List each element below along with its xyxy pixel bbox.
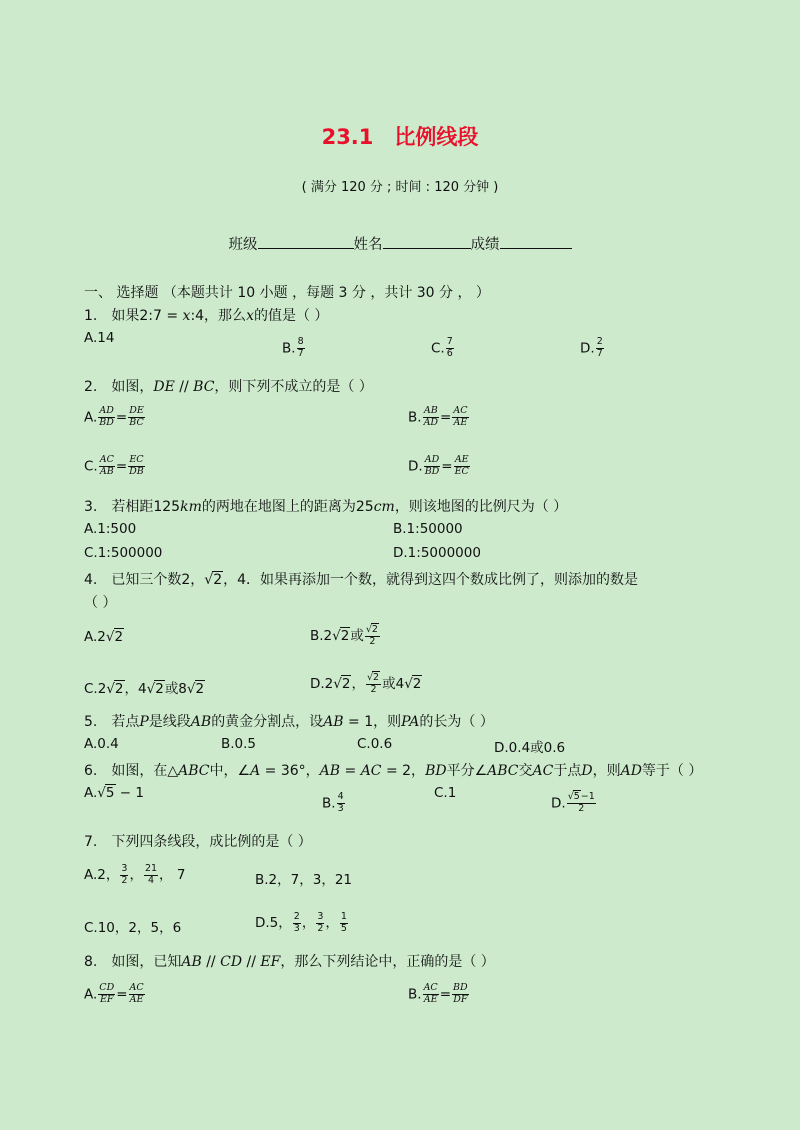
question-3-option-c[interactable]: C.1:500000 [84, 545, 163, 561]
question-2-option-d[interactable]: D. $\frac{AD}{BD}$ = $\frac{AE}{EC}$ [408, 454, 469, 477]
question-4-stem: 4. 已知三个数2，√2，4．如果再添加一个数，就得到这四个数成比例了，则添加的数是 [84, 572, 639, 588]
question-3-option-b[interactable]: B.1:50000 [393, 521, 463, 537]
question-8-option-a[interactable]: A. $\frac{CD}{EF}$ = $\frac{AC}{AE}$ [84, 982, 144, 1005]
question-6-option-c[interactable]: C.1 [434, 785, 457, 801]
question-4-option-b[interactable]: B.2√2或 $\frac{√2}{2}$ [310, 623, 378, 647]
question-2-option-c[interactable]: C. $\frac{AC}{AB}$ = $\frac{EC}{DB}$ [84, 454, 144, 477]
name-blank [383, 234, 471, 249]
question-4-option-c[interactable]: C.2√2，4√2或8√2 [84, 681, 205, 697]
question-1-stem: 1. 如果2:7 = x:4，那么x的值是（ ） [84, 308, 329, 324]
question-1-option-a[interactable]: A.14 [84, 330, 115, 346]
page-title: 23.1 比例线段 [321, 125, 479, 149]
question-3-stem: 3. 若相距125km的两地在地图上的距离为25cm，则该地图的比例尺为（ ） [84, 499, 568, 515]
question-6-option-a[interactable]: A.√5 − 1 [84, 785, 144, 801]
class-label: 班级 [228, 237, 258, 253]
question-1-option-c[interactable]: C. $\frac{7}{6}$ [431, 336, 453, 359]
class-blank [258, 234, 354, 249]
question-1-option-d[interactable]: D. $\frac{2}{7}$ [580, 336, 603, 359]
score-label: 成绩 [470, 237, 500, 253]
question-8-stem: 8. 如图，已知AB // CD // EF，那么下列结论中，正确的是（ ） [84, 954, 495, 970]
question-3-option-d[interactable]: D.1:5000000 [393, 545, 481, 561]
question-7-stem: 7. 下列四条线段，成比例的是（ ） [84, 834, 312, 850]
question-5-option-a[interactable]: A.0.4 [84, 736, 119, 752]
question-8-option-b[interactable]: B. $\frac{AC}{AE}$ = $\frac{BD}{DF}$ [408, 982, 468, 1005]
question-6-stem: 6. 如图，在△ABC中，∠A = 36°，AB = AC = 2，BD平分∠ABC交AC于点D，则AD等于（ ） [84, 763, 703, 779]
student-info-line [0, 233, 800, 254]
question-3-option-a[interactable]: A.1:500 [84, 521, 137, 537]
question-6-option-b[interactable]: B. $\frac{4}{3}$ [322, 791, 344, 814]
question-4-option-d[interactable]: D.2√2， $\frac{√2}{2}$ 或4√2 [310, 671, 422, 695]
question-7-option-d[interactable]: D.5， $\frac{2}{3}$ ， $\frac{3}{2}$ ， $\frac{1}{5}$ [255, 910, 347, 934]
question-2-option-a[interactable]: A. $\frac{AD}{BD}$ = $\frac{DE}{BC}$ [84, 405, 144, 428]
section-heading: 一、 选择题 （本题共计 10 小题 ，每题 3 分 ，共计 30 分 ， ） [84, 285, 490, 301]
question-2-option-b[interactable]: B. $\frac{AB}{AD}$ = $\frac{AC}{AE}$ [408, 405, 468, 428]
question-5-option-d[interactable]: D.0.4或0.6 [494, 740, 566, 756]
question-5-stem: 5. 若点P是线段AB的黄金分割点，设AB = 1，则PA的长为（ ） [84, 714, 494, 730]
question-5-option-b[interactable]: B.0.5 [221, 736, 257, 752]
question-7-option-a[interactable]: A.2， $\frac{3}{2}$ ， $\frac{21}{4}$ ， 7 [84, 862, 186, 886]
name-label: 姓名 [353, 237, 383, 253]
score-blank [500, 234, 572, 249]
exam-subtitle: ( 满分 120 分 ; 时间 : 120 分钟 ) [301, 180, 499, 195]
question-7-option-c[interactable]: C.10，2，5，6 [84, 920, 182, 936]
question-2-stem: 2. 如图，DE // BC，则下列不成立的是（ ） [84, 379, 373, 395]
question-4-option-a[interactable]: A.2√2 [84, 629, 124, 645]
question-6-option-d[interactable]: D. $\frac{√5-1}{2}$ [551, 791, 595, 814]
question-7-option-b[interactable]: B.2，7，3，21 [255, 872, 352, 888]
question-1-option-b[interactable]: B. $\frac{8}{7}$ [282, 336, 304, 359]
question-4-stem-cont: （ ） [84, 595, 117, 611]
question-5-option-c[interactable]: C.0.6 [357, 736, 393, 752]
